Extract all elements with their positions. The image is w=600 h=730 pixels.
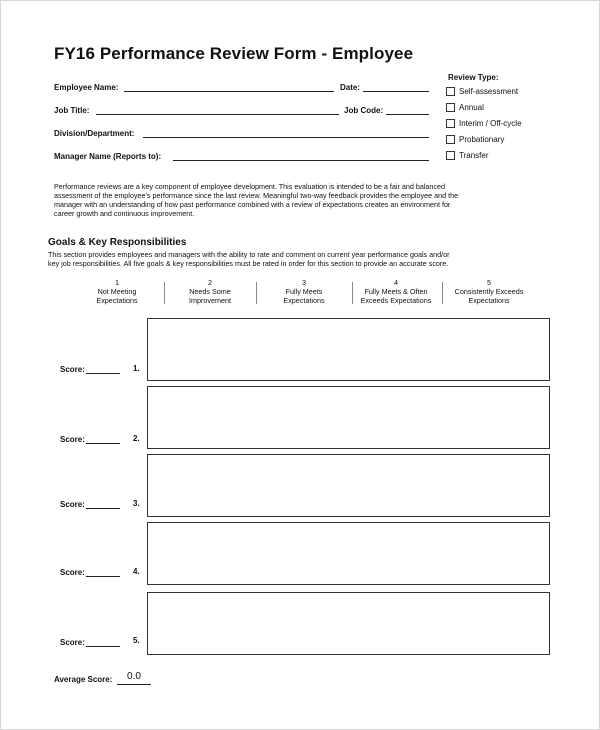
score-label: Score: <box>60 365 85 374</box>
scale-item-2 <box>167 278 253 305</box>
goals-title: Goals & Key Responsibilities <box>48 237 187 248</box>
scale-number: 2 <box>208 278 212 287</box>
goal-number: 5. <box>133 636 140 645</box>
review-option-annual[interactable] <box>446 102 556 118</box>
score-label: Score: <box>60 500 85 509</box>
goals-line: key job responsibilities. All five goals & key responsibilities must be rated in order for this section to provide an accurate score. <box>48 259 449 268</box>
score-label: Score: <box>60 638 85 647</box>
intro-line: assessment of the employee's performance since the last review. Meaningful two-way feedback provides the employee and the <box>54 191 459 200</box>
rating-scale <box>66 278 546 308</box>
scale-line1: Fully Meets <box>285 287 323 296</box>
employee-name-field[interactable] <box>124 91 334 92</box>
goal-number: 1. <box>133 364 140 373</box>
review-option-probationary[interactable] <box>446 134 556 150</box>
scale-line2: Expectations <box>283 296 325 305</box>
scale-item-5 <box>444 278 534 305</box>
manager-field[interactable] <box>173 160 429 161</box>
intro-line: Performance reviews are a key component of employee development. This evaluation is intended to be a fair and balanced <box>54 182 446 191</box>
review-option-label: Self-assessment <box>459 87 519 96</box>
score-field[interactable] <box>86 373 120 374</box>
score-field[interactable] <box>86 646 120 647</box>
goal-comment-box[interactable] <box>147 454 550 517</box>
review-option-interim[interactable] <box>446 118 556 134</box>
scale-number: 3 <box>302 278 306 287</box>
manager-label: Manager Name (Reports to): <box>54 152 162 161</box>
checkbox[interactable] <box>446 87 455 96</box>
scale-line2: Improvement <box>189 296 231 305</box>
date-label: Date: <box>340 83 361 92</box>
job-title-label: Job Title: <box>54 106 90 115</box>
goal-comment-box[interactable] <box>147 318 550 381</box>
score-label: Score: <box>60 435 85 444</box>
checkbox[interactable] <box>446 135 455 144</box>
scale-number: 5 <box>487 278 491 287</box>
date-field[interactable] <box>363 91 429 92</box>
review-option-label: Probationary <box>459 135 505 144</box>
scale-line2: Expectations <box>96 296 138 305</box>
job-code-label: Job Code: <box>344 106 384 115</box>
average-score-label: Average Score: <box>54 675 113 684</box>
review-option-label: Transfer <box>459 151 489 160</box>
scale-number: 4 <box>394 278 398 287</box>
scale-item-1 <box>74 278 160 305</box>
goal-number: 2. <box>133 434 140 443</box>
goal-comment-box[interactable] <box>147 592 550 655</box>
score-label: Score: <box>60 568 85 577</box>
goal-number: 4. <box>133 567 140 576</box>
scale-line2: Exceeds Expectations <box>360 296 432 305</box>
goal-comment-box[interactable] <box>147 522 550 585</box>
review-option-self-assessment[interactable] <box>446 86 556 102</box>
review-type-title: Review Type: <box>448 73 499 82</box>
score-field[interactable] <box>86 508 120 509</box>
employee-name-label: Employee Name: <box>54 83 119 92</box>
goals-line: This section provides employees and managers with the ability to rate and comment on current year performance goals and/or <box>48 250 450 259</box>
intro-line: manager with an understanding of how past performance combined with a review of expectations creates an environment for <box>54 200 451 209</box>
checkbox[interactable] <box>446 119 455 128</box>
scale-line1: Needs Some <box>189 287 231 296</box>
average-score-value: 0.0 <box>127 671 141 682</box>
scale-divider <box>164 282 165 304</box>
scale-line2: Expectations <box>468 296 510 305</box>
checkbox[interactable] <box>446 103 455 112</box>
scale-line1: Not Meeting <box>97 287 137 296</box>
scale-number: 1 <box>115 278 119 287</box>
goal-comment-box[interactable] <box>147 386 550 449</box>
review-option-label: Annual <box>459 103 484 112</box>
scale-item-4 <box>352 278 440 305</box>
checkbox[interactable] <box>446 151 455 160</box>
scale-item-3 <box>259 278 349 305</box>
form-title: FY16 Performance Review Form - Employee <box>54 44 414 63</box>
goals-description <box>48 250 558 268</box>
score-field[interactable] <box>86 443 120 444</box>
scale-divider <box>256 282 257 304</box>
scale-line1: Fully Meets & Often <box>364 287 428 296</box>
goal-number: 3. <box>133 499 140 508</box>
scale-divider <box>442 282 443 304</box>
average-score-field <box>117 684 151 685</box>
score-field[interactable] <box>86 576 120 577</box>
job-code-field[interactable] <box>386 114 429 115</box>
job-title-field[interactable] <box>96 114 339 115</box>
intro-paragraph <box>54 182 554 218</box>
scale-line1: Consistently Exceeds <box>454 287 524 296</box>
division-label: Division/Department: <box>54 129 135 138</box>
review-option-transfer[interactable] <box>446 150 556 166</box>
intro-line: career growth and continuous improvement. <box>54 209 195 218</box>
review-option-label: Interim / Off-cycle <box>459 119 522 128</box>
division-field[interactable] <box>143 137 429 138</box>
